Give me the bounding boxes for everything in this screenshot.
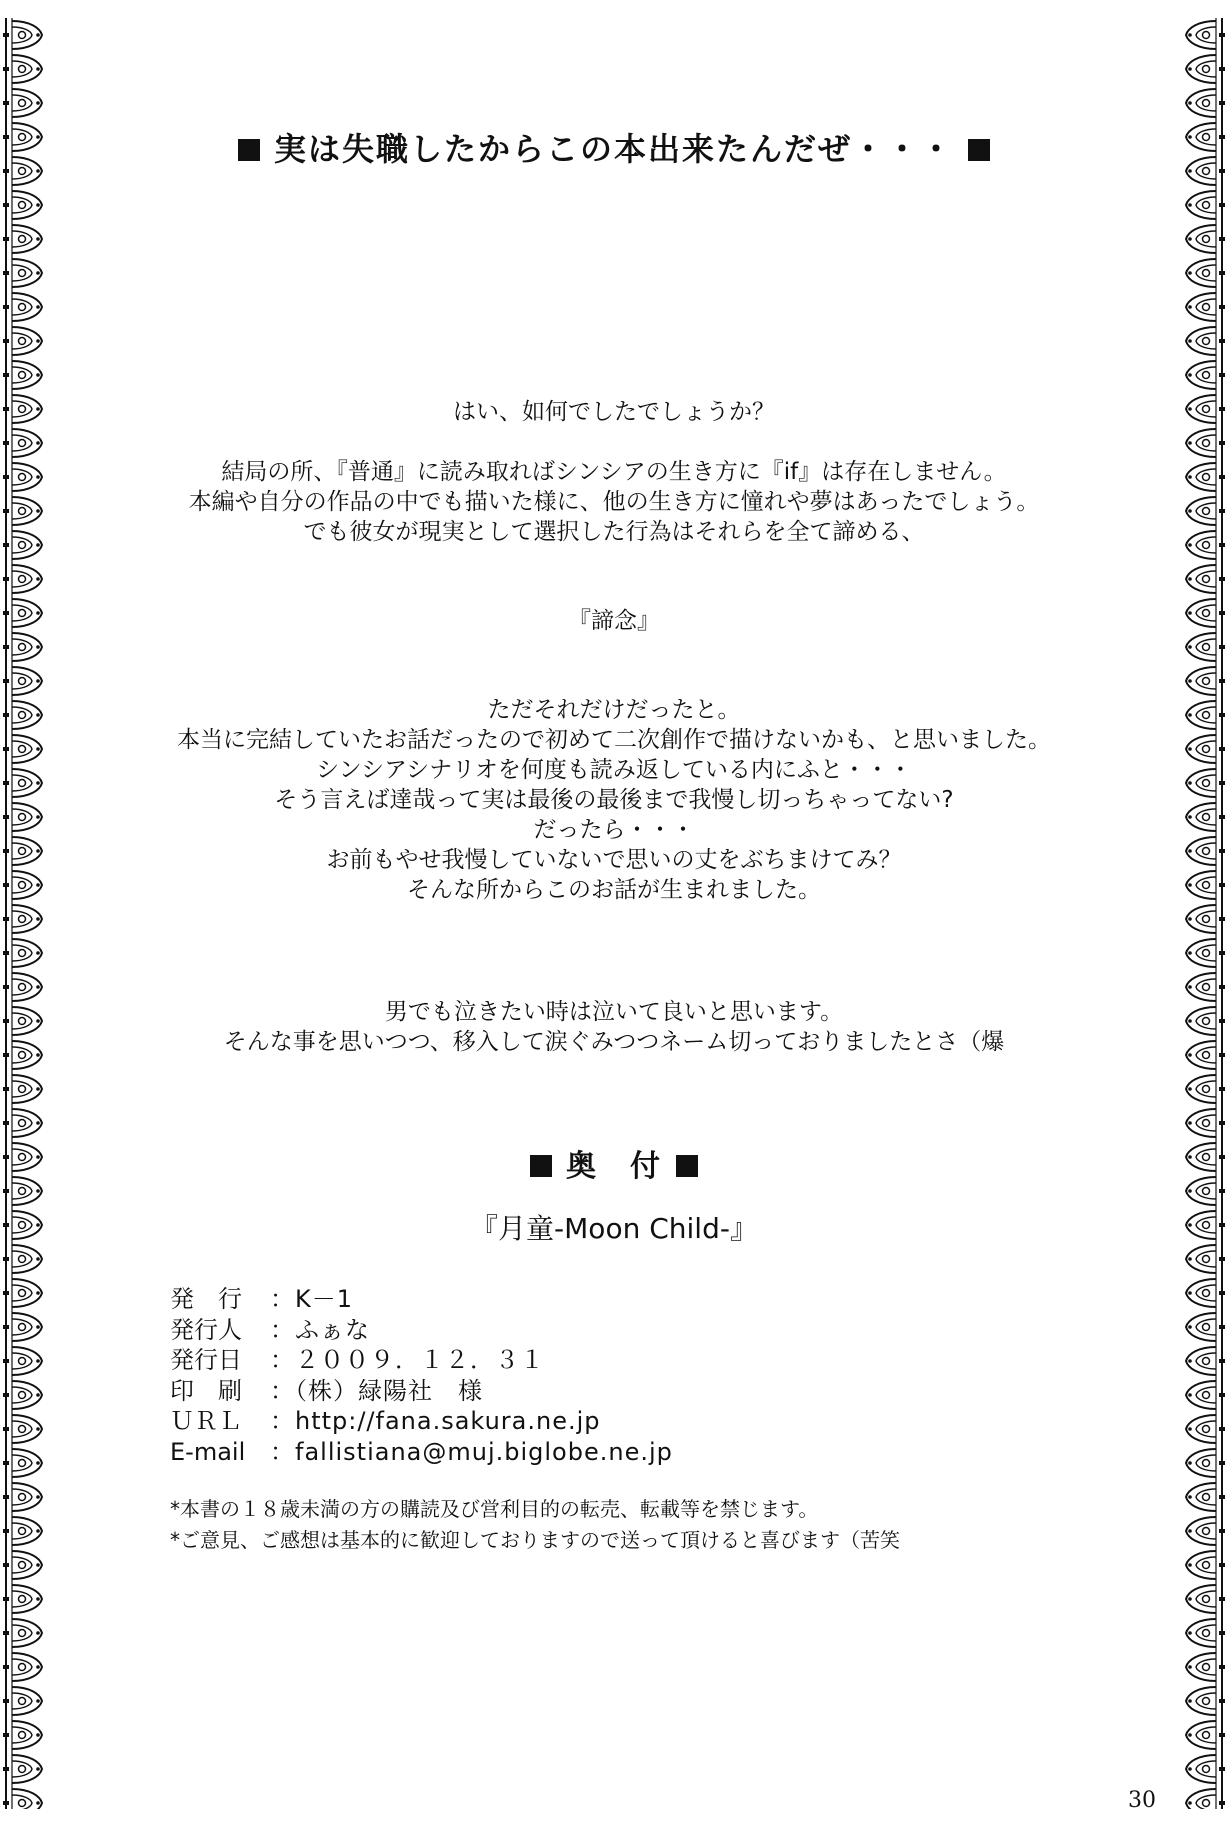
right-lace-border xyxy=(1180,18,1228,1809)
afterword-paragraph-1 xyxy=(0,397,1228,427)
colophon-key: 発行人 xyxy=(170,1315,242,1344)
colophon-row xyxy=(170,1345,673,1376)
afterword-title: 実は失職したからこの本出来たんだぜ・・・ xyxy=(273,130,954,168)
colophon-value: ：http://fana.sakura.ne.jp xyxy=(270,1407,601,1435)
text-line: お前もやせ我慢していないで思いの丈をぶちまけてみ？ xyxy=(326,847,902,873)
black-square-icon xyxy=(968,139,990,161)
text-line: ただそれだけだったと。 xyxy=(487,697,741,723)
text-line: 男でも泣きたい時は泣いて良いと思います。 xyxy=(384,999,844,1025)
right-lace-graphic xyxy=(1180,18,1228,1809)
text-line: シンシアシナリオを何度も読み返している内にふと・・・ xyxy=(316,757,912,783)
text-line: そんな所からこのお話が生まれました。 xyxy=(407,877,821,903)
afterword-paragraph-3 xyxy=(0,606,1228,636)
colophon-value: ：（株）緑陽社 様 xyxy=(270,1376,483,1405)
text-line: 結局の所、『普通』に読み取ればシンシアの生き方に『if』は存在しません。 xyxy=(221,459,1007,485)
text-line: そう言えば達哉って実は最後の最後まで我慢し切っちゃってない? xyxy=(274,787,954,813)
colophon-info xyxy=(170,1284,673,1467)
colophon-value: ：ふぁな xyxy=(270,1315,370,1344)
afterword-paragraph-5 xyxy=(0,997,1228,1057)
colophon-row xyxy=(170,1437,673,1468)
black-square-icon xyxy=(676,1155,698,1177)
black-square-icon xyxy=(530,1155,552,1177)
black-square-icon xyxy=(238,139,260,161)
note-line: *本書の１８歳未満の方の購読及び営利目的の転売、転載等を禁じます。 xyxy=(170,1497,819,1521)
colophon-key: 印 刷 xyxy=(170,1376,242,1405)
afterword-paragraph-2 xyxy=(0,457,1228,547)
text-line: そんな事を思いつつ、移入して涙ぐみつつネーム切っておりましたとさ（爆 xyxy=(223,1029,1005,1055)
colophon-row xyxy=(170,1284,673,1315)
note-line: *ご意見、ご感想は基本的に歓迎しておりますので送って頂けると喜びます（苦笑 xyxy=(170,1528,900,1552)
left-lace-border xyxy=(0,18,48,1809)
colophon-key: ＵＲＬ xyxy=(170,1407,242,1435)
page-number: 30 xyxy=(1128,1788,1156,1813)
colophon-row xyxy=(170,1406,673,1437)
afterword-paragraph-4 xyxy=(0,695,1228,905)
book-title xyxy=(0,1212,1228,1246)
text-line: でも彼女が現実として選択した行為はそれらを全て諦める、 xyxy=(303,519,925,545)
colophon-key: 発行日 xyxy=(170,1346,242,1374)
colophon-heading xyxy=(0,1141,1228,1185)
colophon-row xyxy=(170,1376,673,1407)
colophon-notes xyxy=(170,1494,900,1556)
colophon-title: 奥 付 xyxy=(566,1149,662,1184)
colophon-row xyxy=(170,1315,673,1346)
text-line: 本当に完結していたお話だったので初めて二次創作で描けないかも、と思いました。 xyxy=(177,727,1051,753)
colophon-value: ：K－1 xyxy=(270,1285,354,1313)
left-lace-graphic xyxy=(0,18,48,1809)
text-line: はい、如何でしたでしょうか？ xyxy=(453,399,775,425)
colophon-key: 発 行 xyxy=(170,1285,242,1313)
text-line: 『諦念』 xyxy=(568,608,660,634)
colophon-value: ：fallistiana@muj.biglobe.ne.jp xyxy=(270,1437,673,1466)
colophon-value: ：２００９．１２．３１ xyxy=(270,1346,545,1374)
text-line: だったら・・・ xyxy=(533,817,695,843)
afterword-heading xyxy=(0,124,1228,170)
text-line: 本編や自分の作品の中でも描いた様に、他の生き方に憧れや夢はあったでしょう。 xyxy=(188,489,1040,515)
colophon-key: E-mail xyxy=(170,1437,246,1466)
book-title-text: 『月童-Moon Child-』 xyxy=(470,1212,758,1245)
